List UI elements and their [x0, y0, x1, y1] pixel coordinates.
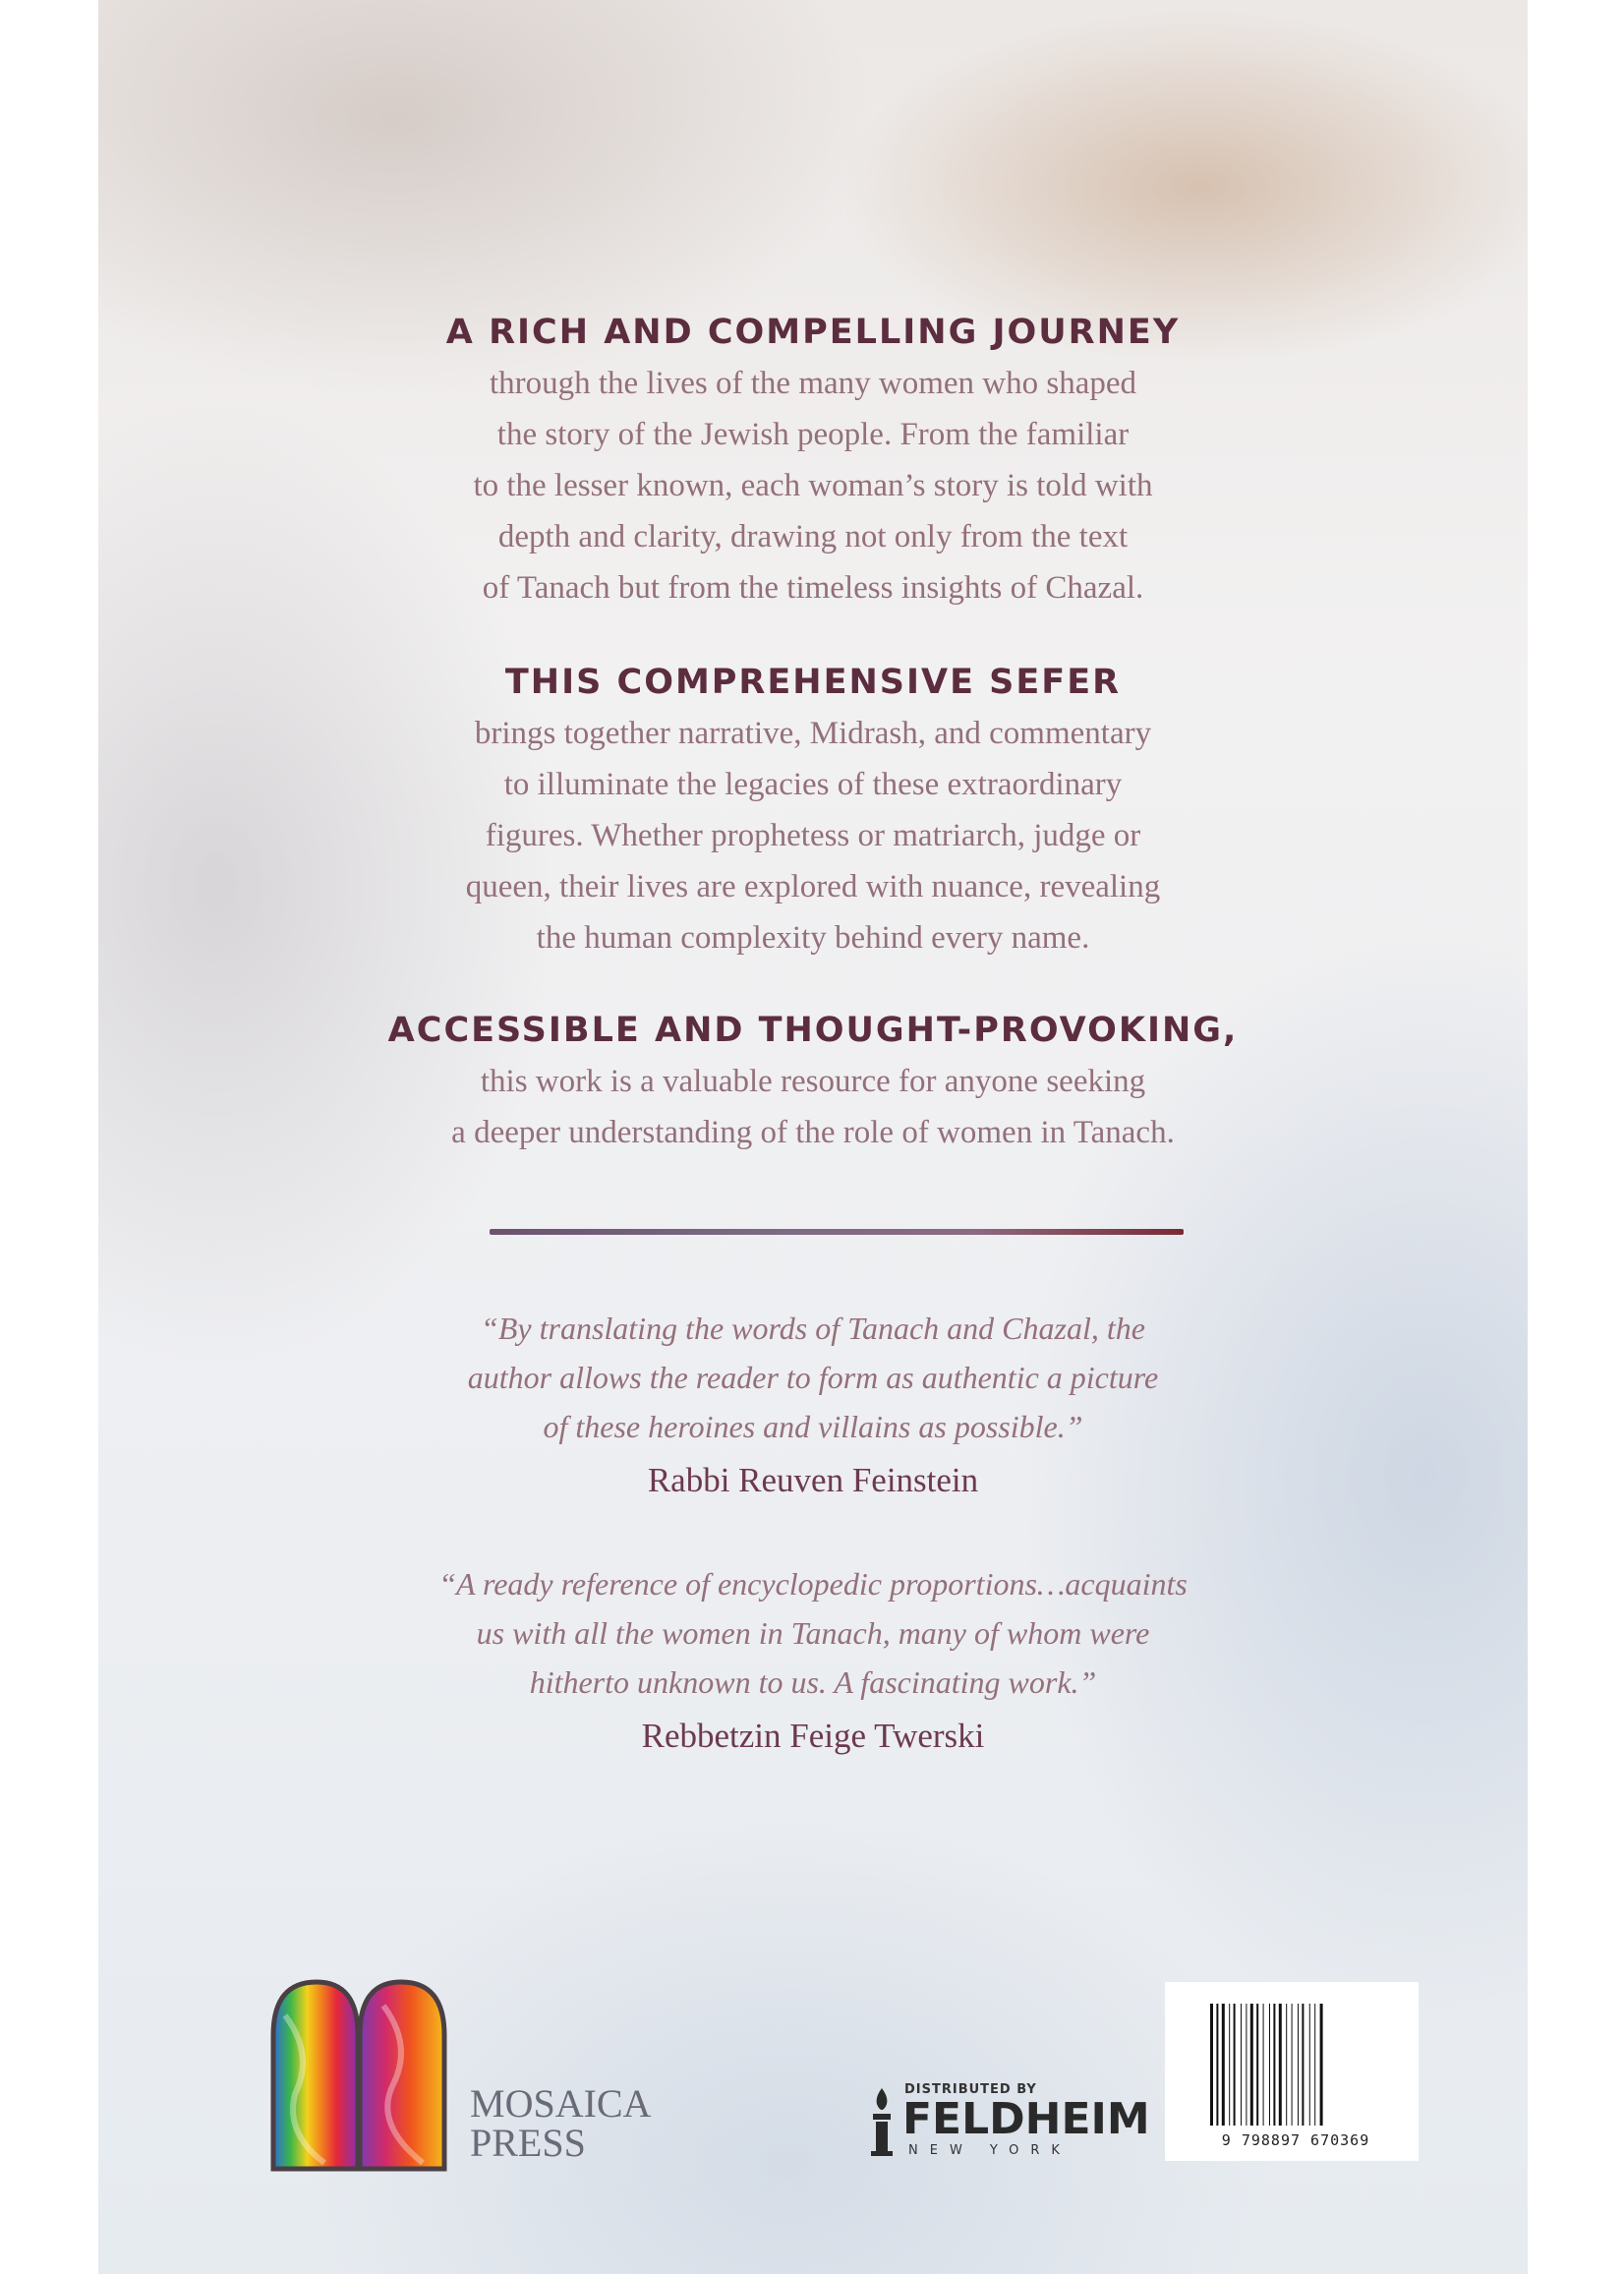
quote-line: us with all the women in Tanach, many of whom were	[476, 1615, 1150, 1651]
barcode-bar	[1292, 2004, 1293, 2126]
barcode-bars	[1208, 2004, 1375, 2131]
section-line: through the lives of the many women who shaped	[489, 366, 1137, 401]
barcode-number: 9 798897 670369	[1221, 2131, 1370, 2149]
section-sefer	[98, 657, 1528, 963]
barcode-bar	[1302, 2004, 1304, 2126]
section-journey	[98, 307, 1528, 613]
quote-line: “By translating the words of Tanach and Chazal, the	[481, 1311, 1145, 1346]
barcode-bar	[1216, 2004, 1218, 2126]
barcode-bar	[1298, 2004, 1299, 2126]
barcode-bar	[1286, 2004, 1287, 2126]
barcode-bar	[1273, 2004, 1275, 2126]
section-heading: THIS COMPREHENSIVE SEFER	[504, 663, 1122, 702]
barcode-bar	[1229, 2004, 1230, 2126]
section-line: the story of the Jewish people. From the familiar	[496, 417, 1130, 452]
barcode-bar	[1256, 2004, 1258, 2126]
publisher-line-1: MOSAICA	[470, 2081, 652, 2126]
publisher-line-2: PRESS	[470, 2121, 586, 2165]
barcode-bar	[1314, 2004, 1315, 2126]
section-line: depth and clarity, drawing not only from the text	[497, 519, 1129, 554]
section-line: of Tanach but from the timeless insights of Chazal.	[482, 570, 1144, 606]
endorsement-quote-1	[98, 1304, 1528, 1506]
barcode-bar	[1234, 2004, 1236, 2126]
stained-glass-tablets-icon	[265, 1976, 452, 2173]
barcode-bar	[1241, 2004, 1242, 2126]
barcode-bar	[1246, 2004, 1247, 2126]
quote-line: author allows the reader to form as authentic a picture	[467, 1360, 1159, 1395]
distributor-name: FELDHEIM	[902, 2094, 1150, 2144]
barcode-bar	[1222, 2004, 1225, 2126]
mosaica-press-logo	[265, 1976, 659, 2173]
divider-line	[490, 1229, 1184, 1235]
section-heading: A RICH AND COMPELLING JOURNEY	[445, 313, 1181, 352]
section-line: queen, their lives are explored with nuance, revealing	[465, 869, 1161, 904]
section-line: a deeper understanding of the role of women in Tanach.	[451, 1115, 1175, 1150]
publisher-name	[470, 2081, 652, 2165]
distributed-by-label: DISTRIBUTED BY	[904, 2082, 1037, 2097]
quote-line: “A ready reference of encyclopedic proportions…acquaints	[438, 1566, 1188, 1602]
section-heading: ACCESSIBLE AND THOUGHT-PROVOKING,	[387, 1011, 1239, 1050]
section-line: this work is a valuable resource for anyone seeking	[480, 1064, 1146, 1099]
barcode-bar	[1309, 2004, 1310, 2126]
barcode-bar	[1250, 2004, 1253, 2126]
section-line: figures. Whether prophetess or matriarch, judge or	[485, 818, 1141, 853]
isbn-barcode	[1165, 1982, 1419, 2161]
section-line: to illuminate the legacies of these extraordinary	[503, 767, 1123, 802]
distributor-city: NEW YORK	[908, 2143, 1072, 2158]
barcode-bar	[1263, 2004, 1264, 2126]
endorsement-quote-2	[98, 1559, 1528, 1762]
barcode-bar	[1210, 2004, 1213, 2126]
quote-line: hitherto unknown to us. A fascinating work.”	[529, 1664, 1097, 1700]
section-line: the human complexity behind every name.	[536, 920, 1090, 956]
candle-flame-icon	[867, 2086, 897, 2157]
barcode-bar	[1269, 2004, 1270, 2126]
quote-attribution: Rebbetzin Feige Twerski	[641, 1717, 985, 1755]
section-line: to the lesser known, each woman’s story is told with	[473, 468, 1153, 503]
barcode-bar	[1279, 2004, 1282, 2126]
quote-attribution: Rabbi Reuven Feinstein	[647, 1461, 979, 1499]
section-line: brings together narrative, Midrash, and commentary	[474, 716, 1152, 751]
quote-line: of these heroines and villains as possible.”	[543, 1409, 1083, 1444]
section-accessible	[98, 1005, 1528, 1158]
barcode-bar	[1320, 2004, 1323, 2126]
back-cover	[98, 0, 1528, 2274]
feldheim-logo	[865, 2082, 1150, 2161]
